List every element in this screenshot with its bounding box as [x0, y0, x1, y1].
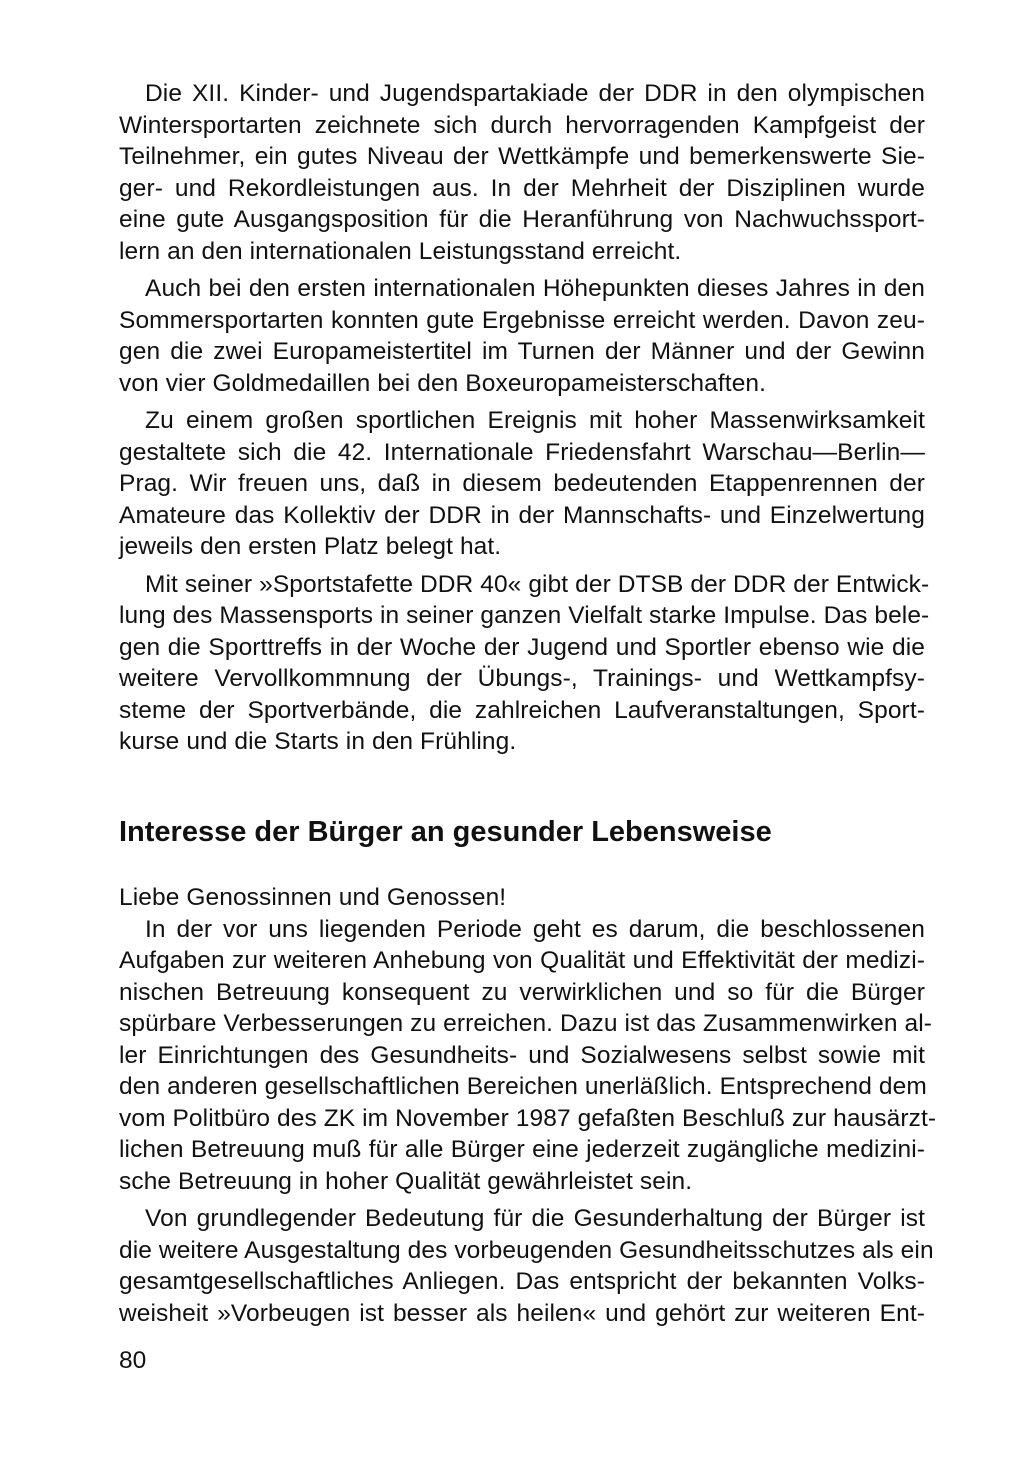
- text-line: Die XII. Kinder- und Jugendspartakiade der DDR in den olympischen: [145, 80, 925, 107]
- page-number: 80: [119, 1347, 147, 1374]
- text-line: Prag. Wir freuen uns, daß in diesem bedeutenden Etappenrennen der: [119, 470, 925, 497]
- text-line: gen die zwei Europameistertitel im Turnen der Männer und der Gewinn: [119, 338, 925, 365]
- text-line: den anderen gesellschaftlichen Bereichen unerläßlich. Entsprechend dem: [119, 1073, 927, 1100]
- section-sports: [119, 78, 930, 758]
- paragraph-friedensfahrt: [119, 405, 925, 563]
- text-line: Amateure das Kollektiv der DDR in der Mannschafts- und Einzelwertung: [119, 501, 925, 529]
- text-line: In der vor uns liegenden Periode geht es darum, die beschlossenen: [145, 915, 925, 943]
- section-heading: Interesse der Bürger an gesunder Lebensweise: [119, 816, 772, 848]
- text-line: Aufgaben zur weiteren Anhebung von Qualität und Effektivität der medizi-: [119, 947, 925, 974]
- text-line: gestaltete sich die 42. Internationale Friedensfahrt Warschau—Berlin—: [119, 438, 925, 466]
- text-line: gesamtgesellschaftliches Anliegen. Das entspricht der bekannten Volks-: [119, 1268, 925, 1295]
- paragraph-prevention: [119, 1203, 934, 1329]
- text-line: lichen Betreuung muß für alle Bürger eine jederzeit zugängliche medizini-: [119, 1136, 925, 1163]
- text-line: sche Betreuung in hoher Qualität gewährleistet sein.: [119, 1167, 693, 1195]
- section-health: [119, 882, 937, 1329]
- text-line: Auch bei den ersten internationalen Höhepunkten dieses Jahres in den: [145, 275, 925, 302]
- text-line: gen die Sporttreffs in der Woche der Jugend und Sportler ebenso wie die: [119, 633, 925, 661]
- text-line: von vier Goldmedaillen bei den Boxeuropameisterschaften.: [119, 369, 767, 397]
- paragraph-sportstafette: [119, 569, 930, 758]
- text-line: Wintersportarten zeichnete sich durch hervorragenden Kampfgeist der: [119, 111, 925, 139]
- paragraph-medical-care: [119, 914, 937, 1198]
- text-line: weisheit »Vorbeugen ist besser als heilen« und gehört zur weiteren Ent-: [119, 1299, 925, 1327]
- text-line: Sommersportarten konnten gute Ergebnisse erreicht werden. Davon zeu-: [119, 306, 925, 334]
- text-line: steme der Sportverbände, die zahlreichen Laufveranstaltungen, Sport-: [119, 696, 925, 724]
- paragraph-spartakiade: [119, 78, 925, 267]
- text-line: spürbare Verbesserungen zu erreichen. Dazu ist das Zusammenwirken al-: [119, 1010, 933, 1037]
- text-line: Zu einem großen sportlichen Ereignis mit hoher Massenwirksamkeit: [145, 407, 925, 434]
- text-line: Teilnehmer, ein gutes Niveau der Wettkämpfe und bemerkenswerte Sie-: [119, 143, 925, 170]
- paragraph-summer-sports: [119, 273, 925, 399]
- text-line: Mit seiner »Sportstafette DDR 40« gibt der DTSB der DDR der Entwick-: [145, 570, 930, 598]
- text-line: ger- und Rekordleistungen aus. In der Mehrheit der Disziplinen wurde: [119, 174, 925, 202]
- text-line: weitere Vervollkommnung der Übungs-, Trainings- und Wettkampfsy-: [119, 665, 925, 692]
- salutation: Liebe Genossinnen und Genossen!: [119, 884, 507, 911]
- text-line: lung des Massensports in seiner ganzen Vielfalt starke Impulse. Das bele-: [119, 602, 930, 629]
- text-line: vom Politbüro des ZK im November 1987 gefaßten Beschluß zur hausärzt-: [119, 1104, 937, 1132]
- text-line: Von grundlegender Bedeutung für die Gesunderhaltung der Bürger ist: [145, 1205, 925, 1232]
- text-line: die weitere Ausgestaltung des vorbeugenden Gesundheitsschutzes als ein: [119, 1236, 934, 1264]
- text-line: lern an den internationalen Leistungsstand erreicht.: [119, 237, 682, 265]
- text-line: nischen Betreuung konsequent zu verwirklichen und so für die Bürger: [119, 978, 925, 1006]
- text-line: eine gute Ausgangsposition für die Heranführung von Nachwuchssport-: [119, 206, 925, 233]
- text-line: ler Einrichtungen des Gesundheits- und Sozialwesens selbst sowie mit: [119, 1041, 925, 1069]
- text-line: jeweils den ersten Platz belegt hat.: [119, 533, 502, 560]
- text-line: kurse und die Starts in den Frühling.: [119, 728, 517, 755]
